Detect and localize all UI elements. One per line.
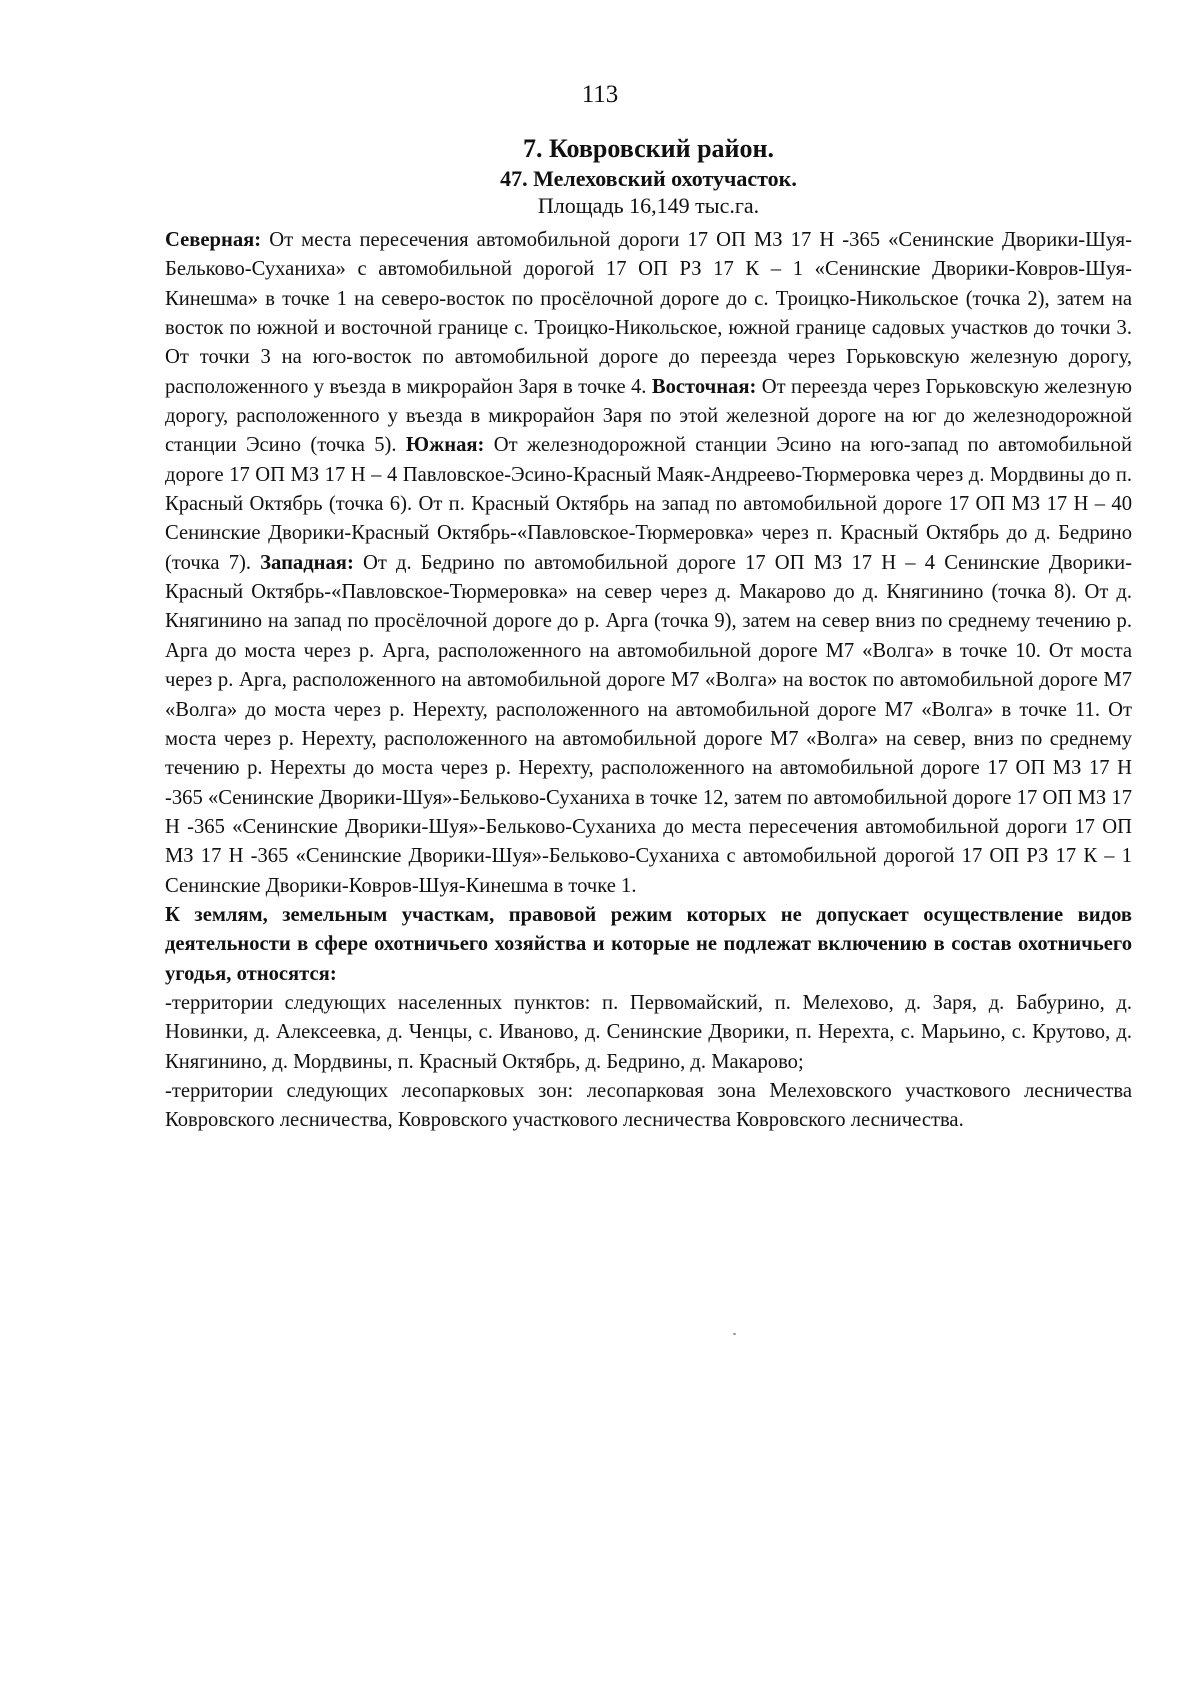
hunting-plot-title: 47. Мелеховский охотучасток. [500,166,797,191]
exclusion-settlements: -территории следующих населенных пунктов: п. Первомайский, п. Мелехово, д. Заря, д. Бабурино, д. Новинки, д. Алексеевка, д. Ченцы, с. Иваново, д. Сенинские Дворики, п. Нерехта, с. Марьино, с. Крутово, д. Княгинино, д. Мордвины, п. Красный Октябрь, д. Бедрино, д. Макарово; [165,991,1132,1073]
north-boundary-text: От места пересечения автомобильной дороги 17 ОП МЗ 17 Н -365 «Сенинские Дворики-Шуя-Бельково-Суханиха» с автомобильной дорогой 17 ОП РЗ 17 К – 1 «Сенинские Дворики-Ковров-Шуя-Кинешма» в точке 1 на северо-восток по просёлочной дороге до с. Троицко-Никольское (точка 2), затем на восток по южной и восточной границе с. Троицко-Никольское, южной границе садовых участков до точки 3. От точки 3 на юго-восток по автомобильной дороге до переезда через Горьковскую железную дорогу, расположенного у въезда в микрорайон Заря в точке 4. [165,229,1132,398]
area-line: Площадь 16,149 тыс.га. [537,193,760,218]
north-boundary-label: Северная: [165,229,262,251]
south-boundary-label: Южная: [405,434,485,457]
page-number: 113 [581,81,619,108]
document-body [165,226,1132,1136]
east-boundary-label: Восточная: [651,375,757,398]
west-boundary-text: От д. Бедрино по автомобильной дороге 17 ОП МЗ 17 Н – 4 Сенинские Дворики-Красный Октябрь-«Павловское-Тюрмеровка» на север через д. Макарово до д. Княгинино (точка 8). От д. Княгинино на запад по просёлочной дороге до р. Арга (точка 9), затем на север вниз по среднему течению р. Арга до моста через р. Арга, расположенного на автомобильной дороге М7 «Волга» в точке 10. От моста через р. Арга, расположенного на автомобильной дороге М7 «Волга» на восток по автомобильной дороге М7 «Волга» до моста через р. Нерехту, расположенного на автомобильной дороге М7 «Волга» в точке 11. От моста через р. Нерехту, расположенного на автомобильной дороге М7 «Волга» на север, вниз по среднему течению р. Нерехты до моста через р. Нерехту, расположенного на автомобильной дороге 17 ОП МЗ 17 Н -365 «Сенинские Дворики-Шуя»-Бельково-Суханиха в точке 12, затем по автомобильной дороге 17 ОП МЗ 17 Н -365 «Сенинские Дворики-Шуя»-Бельково-Суханиха до места пересечения автомобильной дороги 17 ОП МЗ 17 Н -365 «Сенинские Дворики-Шуя»-Бельково-Суханиха с автомобильной дорогой 17 ОП РЗ 17 К – 1 Сенинские Дворики-Ковров-Шуя-Кинешма в точке 1. [165,551,1132,897]
exclusion-heading: К землям, земельным участкам, правовой режим которых не допускает осуществление видов деятельности в сфере охотничьего хозяйства и которые не подлежат включению в состав охотничьего угодья, относятся: [165,903,1132,985]
district-title: 7. Ковровский район. [522,134,775,163]
document-header [165,133,1132,220]
south-boundary-text: От железнодорожной станции Эсино на юго-запад по автомобильной дороге 17 ОП МЗ 17 Н – 4 Павловское-Эсино-Красный Маяк-Андреево-Тюрмеровка через д. Мордвины до п. Красный Октябрь (точка 6). От п. Красный Октябрь на запад по автомобильной дороге 17 ОП МЗ 17 Н – 40 Сенинские Дворики-Красный Октябрь-«Павловское-Тюрмеровка» через п. Красный Октябрь до д. Бедрино (точка 7). [165,434,1132,574]
west-boundary-label: Западная: [260,551,354,574]
east-boundary-text: От переезда через Горьковскую железную дорогу, расположенного у въезда в микрорайон Заря по этой железной дороге на юг до железнодорожной станции Эсино (точка 5). [165,375,1132,457]
exclusion-forest-park-zones: -территории следующих лесопарковых зон: лесопарковая зона Мелеховского участкового лесничества Ковровского лесничества, Ковровского участкового лесничества Ковровского лесничества. [165,1079,1132,1132]
boundary-description [165,226,1132,901]
scan-artifact [733,1333,736,1335]
